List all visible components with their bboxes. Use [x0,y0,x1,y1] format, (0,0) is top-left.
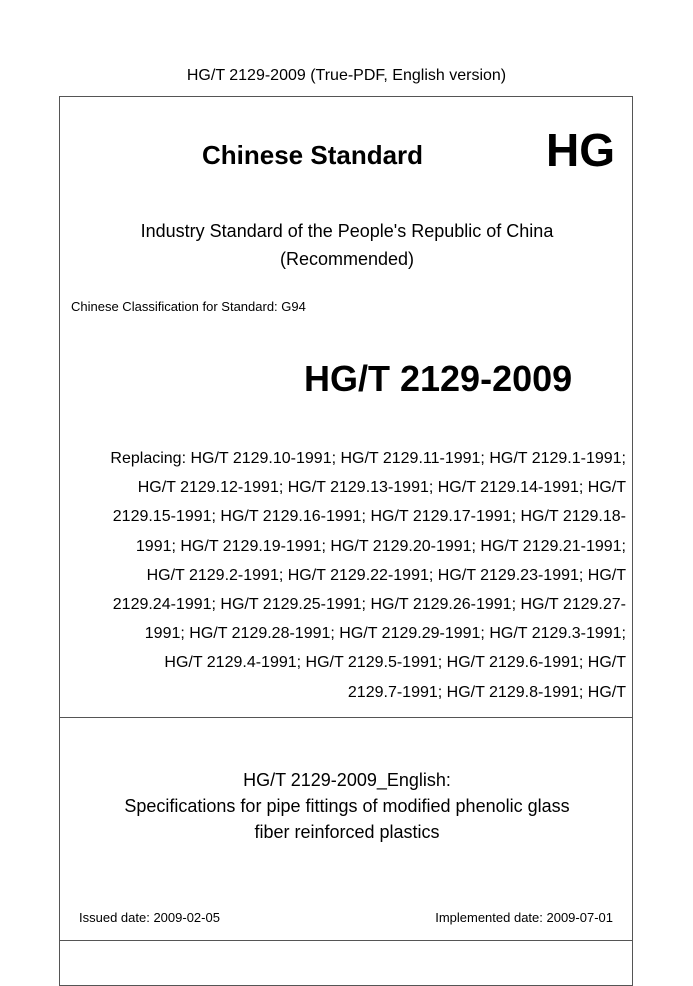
replacing-line: 1991; HG/T 2129.19-1991; HG/T 2129.20-1991; HG/T 2129.21-1991; [135,537,626,555]
replacing-line: 1991; HG/T 2129.28-1991; HG/T 2129.29-1991; HG/T 2129.3-1991; [144,625,626,643]
replacing-line: 2129.7-1991; HG/T 2129.8-1991; HG/T [347,683,626,701]
replacing-list [74,444,626,707]
replacing-line: HG/T 2129.4-1991; HG/T 2129.5-1991; HG/T 2129.6-1991; HG/T [164,654,626,672]
title-line: fiber reinforced plastics [254,822,440,842]
implemented-date: Implemented date: 2009-07-01 [435,910,613,925]
title-line: HG/T 2129-2009_English: [243,770,451,790]
classification-text: Chinese Classification for Standard: G94 [71,299,306,314]
standard-code: HG [546,124,615,176]
cover-frame [59,96,633,986]
title-line: Specifications for pipe fittings of modified phenolic glass [124,796,570,816]
replacing-line: Replacing: HG/T 2129.10-1991; HG/T 2129.11-1991; HG/T 2129.1-1991; [110,450,626,467]
replacing-line: HG/T 2129.12-1991; HG/T 2129.13-1991; HG/T 2129.14-1991; HG/T [137,479,626,497]
chinese-standard-heading: Chinese Standard [202,140,424,170]
replacing-line: 2129.24-1991; HG/T 2129.25-1991; HG/T 2129.26-1991; HG/T 2129.27- [112,596,626,614]
standard-number: HG/T 2129-2009 [304,358,573,399]
bottom-divider [60,940,632,941]
recommended-line: (Recommended) [279,249,415,269]
industry-line: Industry Standard of the People's Republic of China [140,221,554,241]
industry-standard-text [60,217,634,273]
replacing-line: HG/T 2129.2-1991; HG/T 2129.22-1991; HG/T 2129.23-1991; HG/T [146,566,626,584]
document-title [60,767,634,845]
issued-date: Issued date: 2009-02-05 [79,910,220,925]
section-divider [60,717,632,718]
replacing-line: 2129.15-1991; HG/T 2129.16-1991; HG/T 2129.17-1991; HG/T 2129.18- [112,508,626,526]
document-header: HG/T 2129-2009 (True-PDF, English version) [186,67,507,84]
